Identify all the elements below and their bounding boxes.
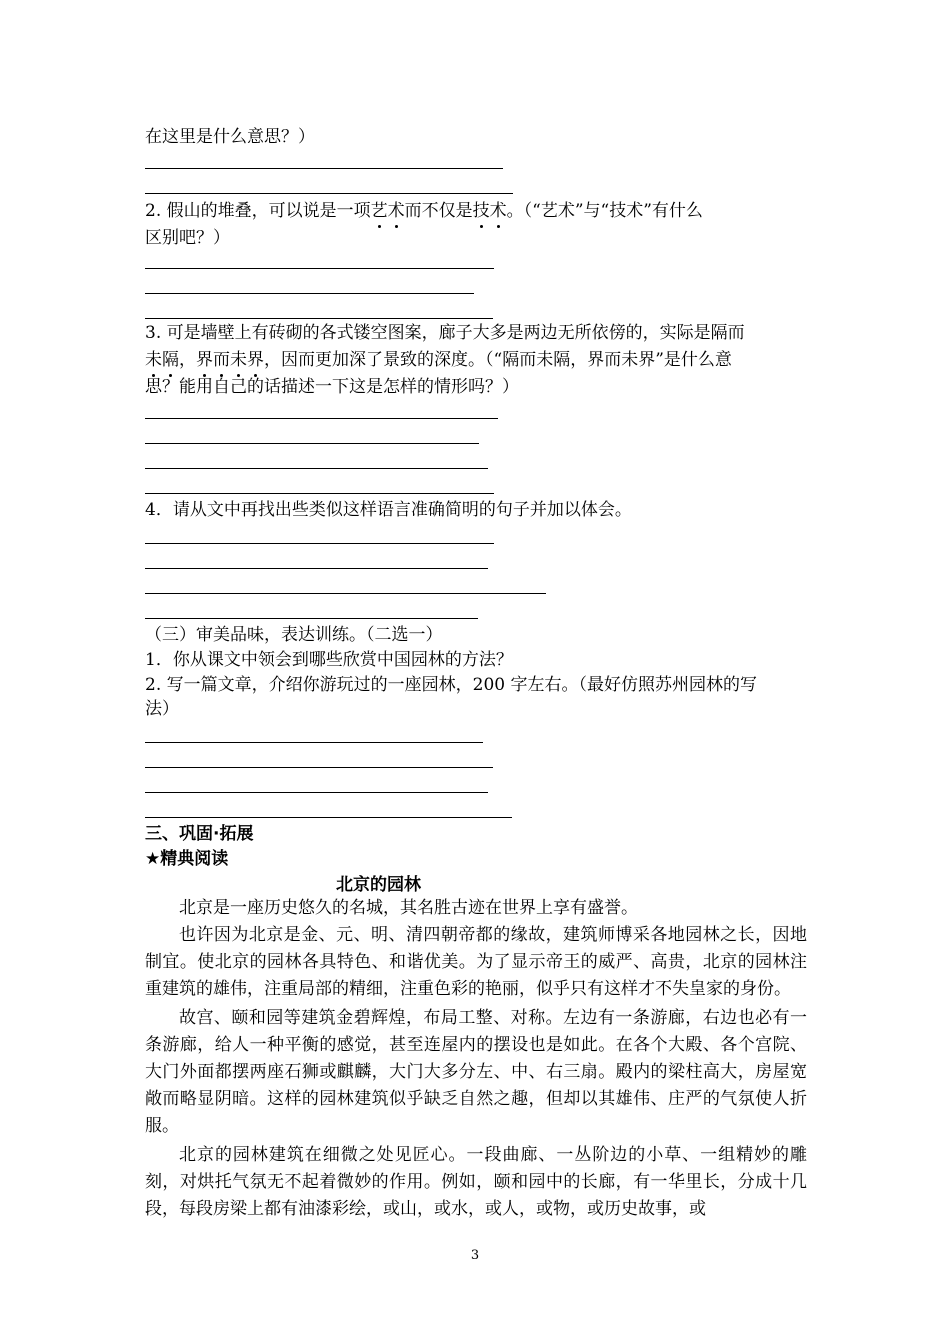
emphasis-char: 术 <box>387 201 405 221</box>
question-3-line-2: 未隔，界而未界，因而更加深了景致的深度。（“隔而未隔，界而未界”是什么意 <box>145 350 732 370</box>
answer-line <box>145 742 483 743</box>
question-1-tail: 在这里是什么意思？） <box>145 127 315 147</box>
answer-line <box>145 767 493 768</box>
emphasis-char: 界 <box>247 350 264 370</box>
article-paragraph: 故宫、颐和园等建筑金碧辉煌，布局工整、对称。左边有一条游廊，右边也必有一条游廊，给人一种平衡的感觉，甚至连屋内的摆设也是如此。在各个大殿、各个宫院、大门外面都摆两座石狮或麒麟，大门大多分左、中、右三扇。殿内的梁柱高大，房屋宽敞而略显阴暗。这样的园林建筑似乎缺乏自然之趣，但却以其雄伟、庄严的气氛使人折服。 <box>145 1008 807 1136</box>
reading-label: ★精典阅读 <box>145 849 229 869</box>
answer-line <box>145 468 488 469</box>
emphasis-char: 艺 <box>370 201 388 221</box>
question-3-line-1: 3. 可是墙壁上有砖砌的各式镂空图案，廊子大多是两边无所依傍的，实际是隔而 <box>145 323 745 343</box>
answer-line <box>145 792 488 793</box>
emphasis-char: 术 <box>489 201 507 221</box>
section-3-item-1: 1．你从课文中领会到哪些欣赏中国园林的方法？ <box>145 650 513 670</box>
article-paragraph: 北京的园林建筑在细微之处见匠心。一段曲廊、一丛阶边的小草、一组精妙的雕刻，对烘托气氛无不起着微妙的作用。例如，颐和园中的长廊，有一华里长，分成十几段，每段房梁上都有油漆彩绘，或山，或水，或人，或物，或历史故事，或 <box>145 1145 807 1219</box>
emphasis-char: 未 <box>230 350 247 370</box>
answer-line <box>145 193 513 194</box>
section-3-item-2-line-2: 法） <box>145 699 179 719</box>
article-title: 北京的园林 <box>336 875 421 895</box>
answer-line <box>145 293 474 294</box>
question-3-line-3: 思？能用自己的话描述一下这是怎样的情形吗？） <box>145 377 519 397</box>
emphasis-art <box>371 201 405 221</box>
emphasis-char: 而 <box>213 350 230 370</box>
answer-line <box>145 318 493 319</box>
article-paragraph: 也许因为北京是金、元、明、清四朝帝都的缘故，建筑师博采各地园林之长，因地制宜。使北京的园林各具特色、和谐优美。为了显示帝王的威严、高贵，北京的园林注重建筑的雄伟，注重局部的精细，注重色彩的艳丽，似乎只有这样才不失皇家的身份。 <box>145 925 807 999</box>
emphasis-phrase <box>145 350 264 370</box>
question-4: 4．请从文中再找出些类似这样语言准确简明的句子并加以体会。 <box>145 500 632 520</box>
answer-line <box>145 593 546 594</box>
emphasis-technique <box>473 201 507 221</box>
answer-line <box>145 443 479 444</box>
emphasis-char: 技 <box>472 201 490 221</box>
answer-line <box>145 817 512 818</box>
answer-line <box>145 543 494 544</box>
emphasis-char: ， <box>179 350 196 370</box>
part-3-heading: 三、巩固·拓展 <box>145 824 254 844</box>
section-3-item-2: 2. 写一篇文章，介绍你游玩过的一座园林，200 字左右。（最好仿照苏州园林的写 <box>145 675 757 695</box>
section-3-heading: （三）审美品味，表达训练。（二选一） <box>145 625 443 645</box>
answer-line <box>145 268 494 269</box>
answer-line <box>145 168 503 169</box>
question-2: 2. 假山的堆叠，可以说是一项艺术而不仅是技术。（“艺术”与“技术”有什么 <box>145 201 703 221</box>
page-number: 3 <box>470 1248 480 1263</box>
emphasis-char: 界 <box>196 350 213 370</box>
article-paragraph: 北京是一座历史悠久的名城，其名胜古迹在世界上享有盛誉。 <box>179 898 638 918</box>
emphasis-char: 未 <box>145 350 162 370</box>
answer-line <box>145 493 494 494</box>
emphasis-char: 隔 <box>162 350 179 370</box>
answer-line <box>145 568 488 569</box>
article-body <box>145 895 807 1223</box>
answer-line <box>145 618 478 619</box>
answer-line <box>145 418 498 419</box>
question-2-line-2: 区别吧？） <box>145 228 230 248</box>
